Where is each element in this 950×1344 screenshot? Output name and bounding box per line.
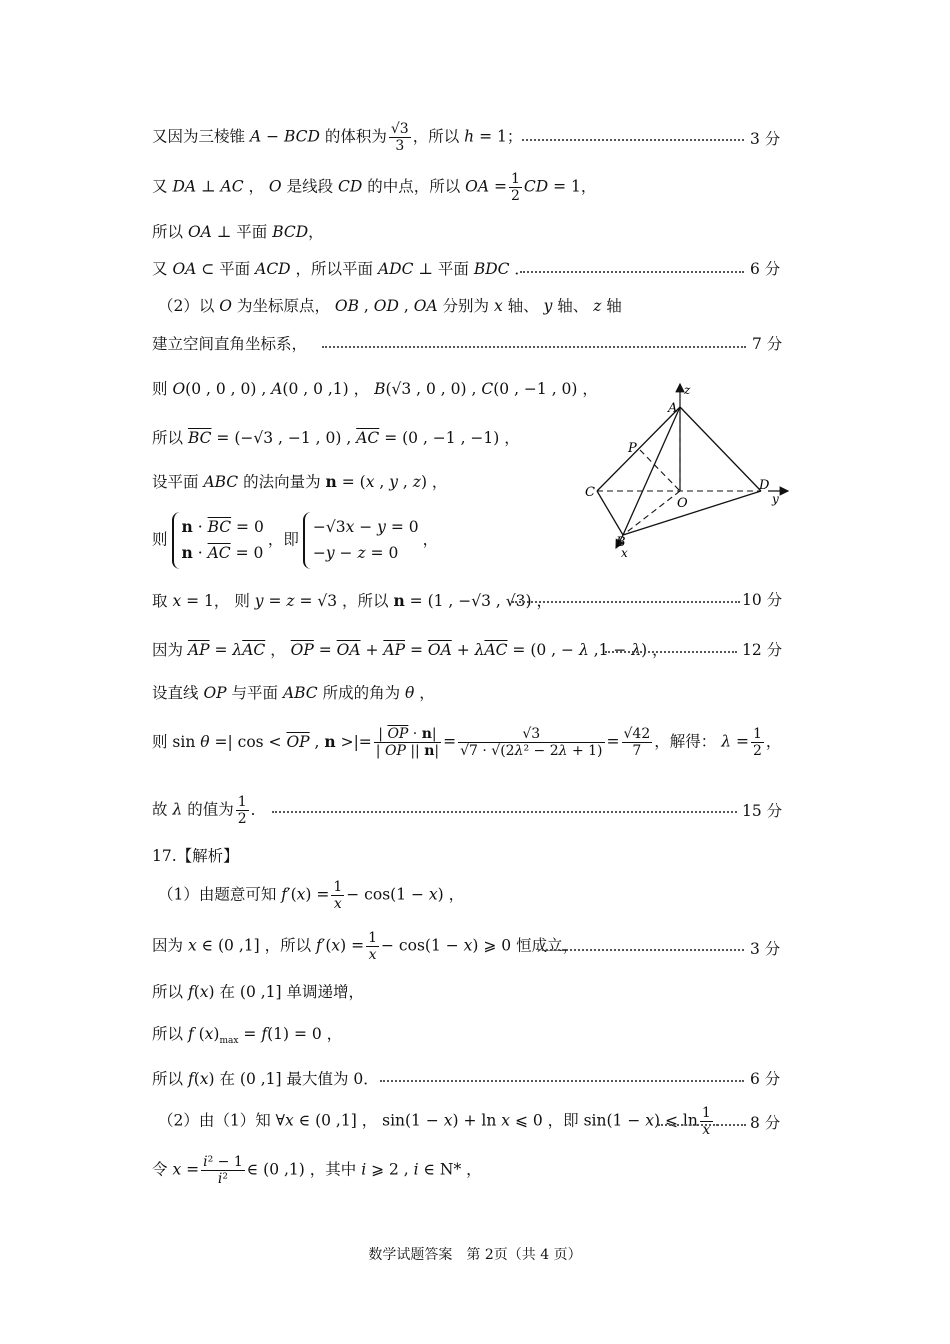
line-normal: 设平面 ABC 的法向量为 n = (x , y , z) ， [152,472,448,491]
edge-ad [680,407,761,491]
line-system: 则 $n \cdot \overline{BC} = 0$ $n \cdot \overline{AC} = 0$ ，即 −√3x − y = 0 −y − z = 0 ， [152,512,438,569]
label-z: z [684,383,691,397]
leader-dots [272,811,737,813]
line-lambda: 故 λ 的值为 $\frac{1}{2}$ ． [152,794,267,827]
edge-ac [597,407,680,491]
label-x: x [621,546,628,560]
line-plane-perp: 又 OA ⊂ 平面 ACD ，所以平面 ADC ⊥ 平面 BDC ． [152,260,530,278]
score-mark: 12 分 [742,641,783,659]
line-part2: （2）以 O 为坐标原点， OB , OD , OA 分别为 x 轴、 y 轴、 z 轴 [158,297,622,315]
line-increasing: 所以 f(x) 在 (0 ,1] 单调递增， [152,983,364,1001]
edge-cb [597,491,623,535]
line-max-value: 所以 f(x) 在 (0 ,1] 最大值为 0． [152,1070,379,1088]
line-max: 所以 f $(x)_{max} = f(1) = 0$ ， [152,1025,343,1047]
tetrahedron-figure [583,380,795,560]
leader-dots [522,139,744,141]
line-vectors: 所以 $\overline{BC} = (-√3$ , −1 , 0) , $\overline{AC} = (0$ , −1 , −1) ， [152,429,520,447]
line-derivative: （1）由题意可知 f′(x) = $\frac{1}{x}$ − cos(1 − x) ， [158,879,465,912]
line-points: 则 O(0 , 0 , 0) , A(0 , 0 ,1) ， B(√3 , 0 , 0) , C(0 , −1 , 0) ， [152,380,598,398]
line-sin: 则 sin θ =| $\cos < \overline{OP}$ , n >|= $\frac{| \overline{OP} \cdot n|}{| \overline{OP} || n|}$ = $\frac{√3}{\text{√7 · √(2λ² − 2λ + 1)}}$ = $\frac{√42}{7}$ ，解得： λ = $\frac{1}{2}$ ， [152,726,782,759]
leader-dots [520,271,744,273]
problem-17-heading: 17.【解析】 [152,847,239,865]
line-derivative-nonneg: 因为 x ∈ (0 ,1] ，所以 f′(x) = $\frac{1}{x}$ − cos(1 − x) ⩾ 0 恒成立， [152,930,579,963]
label-d: D [759,478,770,493]
score-mark: 7 分 [752,335,783,353]
hidden-ob [623,491,680,535]
edge-bd [623,491,761,535]
line-take-x: 取 x = 1， 则 y = z = √3 ，所以 n = (1 , −√3 , √3) ， [152,591,553,610]
leader-dots [380,1080,744,1082]
edge-ab [623,407,680,535]
score-mark: 6 分 [750,260,781,278]
line-angle: 设直线 OP 与平面 ABC 所成的角为 θ ， [152,684,435,702]
leader-dots [322,346,746,348]
line-volume: 又因为三棱锥 A − BCD 的体积为 $\frac{√3}{3}$ ，所以 h = 1； [152,121,523,154]
score-mark: 3 分 [750,940,781,958]
line-part2-inequality: （2）由（1）知 ∀x ∈ (0 ,1] ， sin(1 − x) + ln x ⩽ 0 ，即 sin(1 − x) ⩽ ln $\frac{1}{x}$ ． [158,1105,731,1138]
line-coord-system: 建立空间直角坐标系， [152,335,308,353]
score-mark: 3 分 [750,130,781,148]
score-mark: 8 分 [750,1114,781,1132]
label-c: C [585,485,595,500]
label-o: O [677,496,688,511]
label-p: P [628,441,637,456]
score-mark: 6 分 [750,1070,781,1088]
label-a: A [668,401,678,416]
score-mark: 10 分 [742,591,783,609]
label-b: B [616,535,626,550]
leader-dots [658,1124,746,1126]
line-substitution: 令 x = $\frac{\text{i² − 1}}{\text{i²}}$ ∈ (0 ,1) ，其中 i ⩾ 2 , i ∈ N* ， [152,1154,482,1187]
line-midpoint: 又 DA ⊥ AC ， O 是线段 CD 的中点，所以 OA = $\frac{1}{2}$ CD = 1， [152,171,597,204]
line-ap: 因为 $\overline{AP} = \lambda\overline{AC}$ ， $\overline{OP} = \overline{OA} + \overline{AP} = \overline{OA} + \lambda\overline{AC} = (0$ , − λ ,1 − λ) ， [152,641,668,659]
leader-dots [538,949,744,951]
score-mark: 15 分 [742,802,783,820]
page-footer: 数学试题答案 第 2页（共 4 页） [368,1247,582,1263]
label-y: y [772,492,779,506]
leader-dots [605,651,737,653]
line-perp-plane: 所以 OA ⊥ 平面 BCD， [152,223,324,241]
leader-dots [512,601,740,603]
